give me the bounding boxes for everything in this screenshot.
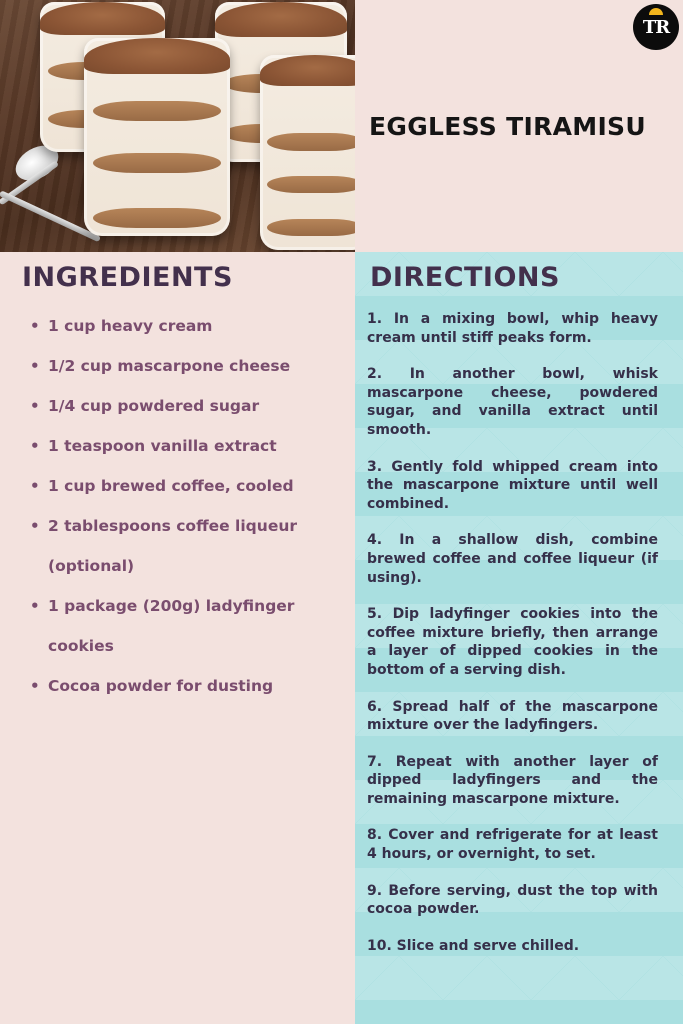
ingredient-item: • 1 package (200g) ladyfinger cookies: [30, 586, 340, 666]
ingredient-item: • 1 cup heavy cream: [30, 306, 340, 346]
direction-step: 7. Repeat with another layer of dipped ladyfingers and the remaining mascarpone mixture.: [367, 753, 658, 807]
directions-list: [367, 310, 658, 973]
direction-step: 1. In a mixing bowl, whip heavy cream until stiff peaks form.: [367, 311, 658, 346]
ingredients-heading: INGREDIENTS: [22, 262, 233, 293]
ingredient-item: • 1/4 cup powdered sugar: [30, 386, 340, 426]
page-title: EGGLESS TIRAMISU: [369, 112, 646, 141]
ingredient-item: • Cocoa powder for dusting: [30, 666, 340, 706]
direction-step: 3. Gently fold whipped cream into the mascarpone mixture until well combined.: [367, 458, 658, 512]
direction-step: 10. Slice and serve chilled.: [367, 937, 580, 954]
title-block: [355, 0, 683, 252]
logo: [633, 4, 679, 50]
tiramisu-photo: [0, 0, 355, 252]
ingredients-list: [30, 306, 340, 706]
ingredient-item: • 1 cup brewed coffee, cooled: [30, 466, 340, 506]
directions-heading: DIRECTIONS: [370, 262, 560, 293]
direction-step: 8. Cover and refrigerate for at least 4 hours, or overnight, to set.: [367, 827, 658, 863]
direction-step: 9. Before serving, dust the top with cocoa powder.: [367, 882, 658, 918]
ingredient-item: • 1 teaspoon vanilla extract: [30, 426, 340, 466]
logo-text: TR: [642, 16, 670, 38]
direction-step: 5. Dip ladyfinger cookies into the coffee mixture briefly, then arrange a layer of dipped cookies in the bottom of a serving dish.: [367, 606, 658, 678]
directions-section: [355, 252, 683, 1024]
ingredient-item: • 2 tablespoons coffee liqueur (optional): [30, 506, 340, 586]
direction-step: 4. In a shallow dish, combine brewed coffee and coffee liqueur (if using).: [367, 532, 658, 586]
ingredient-item: • 1/2 cup mascarpone cheese: [30, 346, 340, 386]
ingredients-section: [0, 252, 355, 1024]
direction-step: 6. Spread half of the mascarpone mixture over the ladyfingers.: [367, 698, 658, 734]
sun-icon: [649, 8, 663, 15]
direction-step: 2. In another bowl, whisk mascarpone cheese, powdered sugar, and vanilla extract until smooth.: [367, 366, 658, 438]
